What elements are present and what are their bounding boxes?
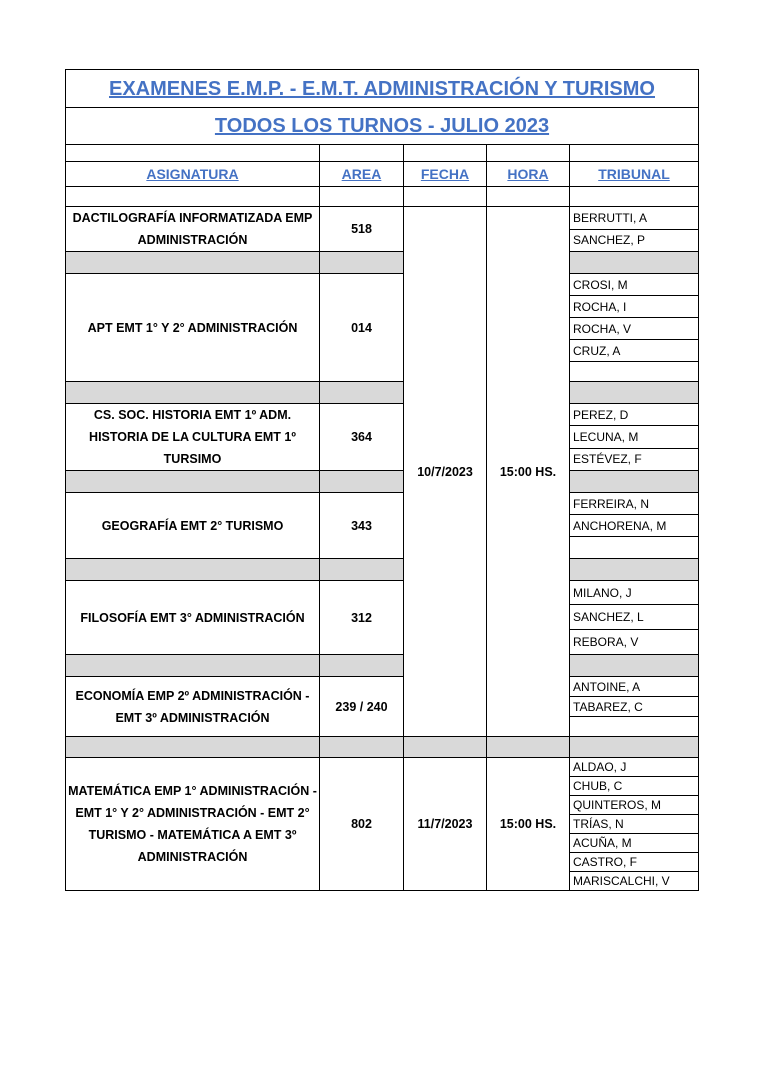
exam-time: 15:00 HS. [487,758,570,891]
page-subtitle: TODOS LOS TURNOS - JULIO 2023 [66,108,699,145]
exam-date: 10/7/2023 [404,207,487,737]
exam-area: 312 [320,581,404,655]
header-tribunal: TRIBUNAL [570,162,699,187]
tribunal-member: BERRUTTI, A [570,207,699,230]
exam-area: 364 [320,404,404,471]
exam-subject: DACTILOGRAFÍA INFORMATIZADA EMP ADMINISTRACIÓN [66,207,320,252]
tribunal-member: QUINTEROS, M [570,796,699,815]
exam-subject: MATEMÁTICA EMP 1° ADMINISTRACIÓN - EMT 1° Y 2° ADMINISTRACIÓN - EMT 2° TURISMO - MATEMÁTICA A EMT 3º ADMINISTRACIÓN [66,758,320,891]
exam-time: 15:00 HS. [487,207,570,737]
tribunal-member: ROCHA, I [570,296,699,318]
exam-area: 343 [320,493,404,559]
tribunal-member: CROSI, M [570,274,699,296]
exam-area: 518 [320,207,404,252]
exam-schedule-table [65,69,699,891]
exam-area: 802 [320,758,404,891]
tribunal-member: CRUZ, A [570,340,699,362]
tribunal-member: ALDAO, J [570,758,699,777]
header-fecha: FECHA [404,162,487,187]
page-title: EXAMENES E.M.P. - E.M.T. ADMINISTRACIÓN Y TURISMO [66,70,699,108]
exam-area: 014 [320,274,404,382]
tribunal-member: CASTRO, F [570,853,699,872]
tribunal-member: MILANO, J [570,581,699,605]
tribunal-member: FERREIRA, N [570,493,699,515]
tribunal-member: ANCHORENA, M [570,515,699,537]
header-asignatura: ASIGNATURA [66,162,320,187]
tribunal-member: SANCHEZ, P [570,229,699,252]
tribunal-member: ESTÉVEZ, F [570,448,699,470]
tribunal-member: REBORA, V [570,630,699,655]
tribunal-member: CHUB, C [570,777,699,796]
tribunal-member: TRÍAS, N [570,815,699,834]
header-row [66,162,699,187]
tribunal-member: SANCHEZ, L [570,605,699,630]
tribunal-member: ROCHA, V [570,318,699,340]
exam-subject: ECONOMÍA EMP 2º ADMINISTRACIÓN - EMT 3º ADMINISTRACIÓN [66,677,320,737]
tribunal-member [570,537,699,559]
header-area: AREA [320,162,404,187]
header-hora: HORA [487,162,570,187]
exam-subject: CS. SOC. HISTORIA EMT 1º ADM. HISTORIA DE LA CULTURA EMT 1º TURSIMO [66,404,320,471]
tribunal-member: PEREZ, D [570,404,699,426]
tribunal-member [570,717,699,737]
tribunal-member: ANTOINE, A [570,677,699,697]
exam-date: 11/7/2023 [404,758,487,891]
tribunal-member: TABAREZ, C [570,697,699,717]
tribunal-member: ACUÑA, M [570,834,699,853]
separator-row [66,737,699,758]
exam-area: 239 / 240 [320,677,404,737]
exam-subject: GEOGRAFÍA EMT 2° TURISMO [66,493,320,559]
exam-subject: APT EMT 1° Y 2° ADMINISTRACIÓN [66,274,320,382]
tribunal-member: LECUNA, M [570,426,699,448]
exam-subject: FILOSOFÍA EMT 3° ADMINISTRACIÓN [66,581,320,655]
tribunal-member: MARISCALCHI, V [570,872,699,891]
